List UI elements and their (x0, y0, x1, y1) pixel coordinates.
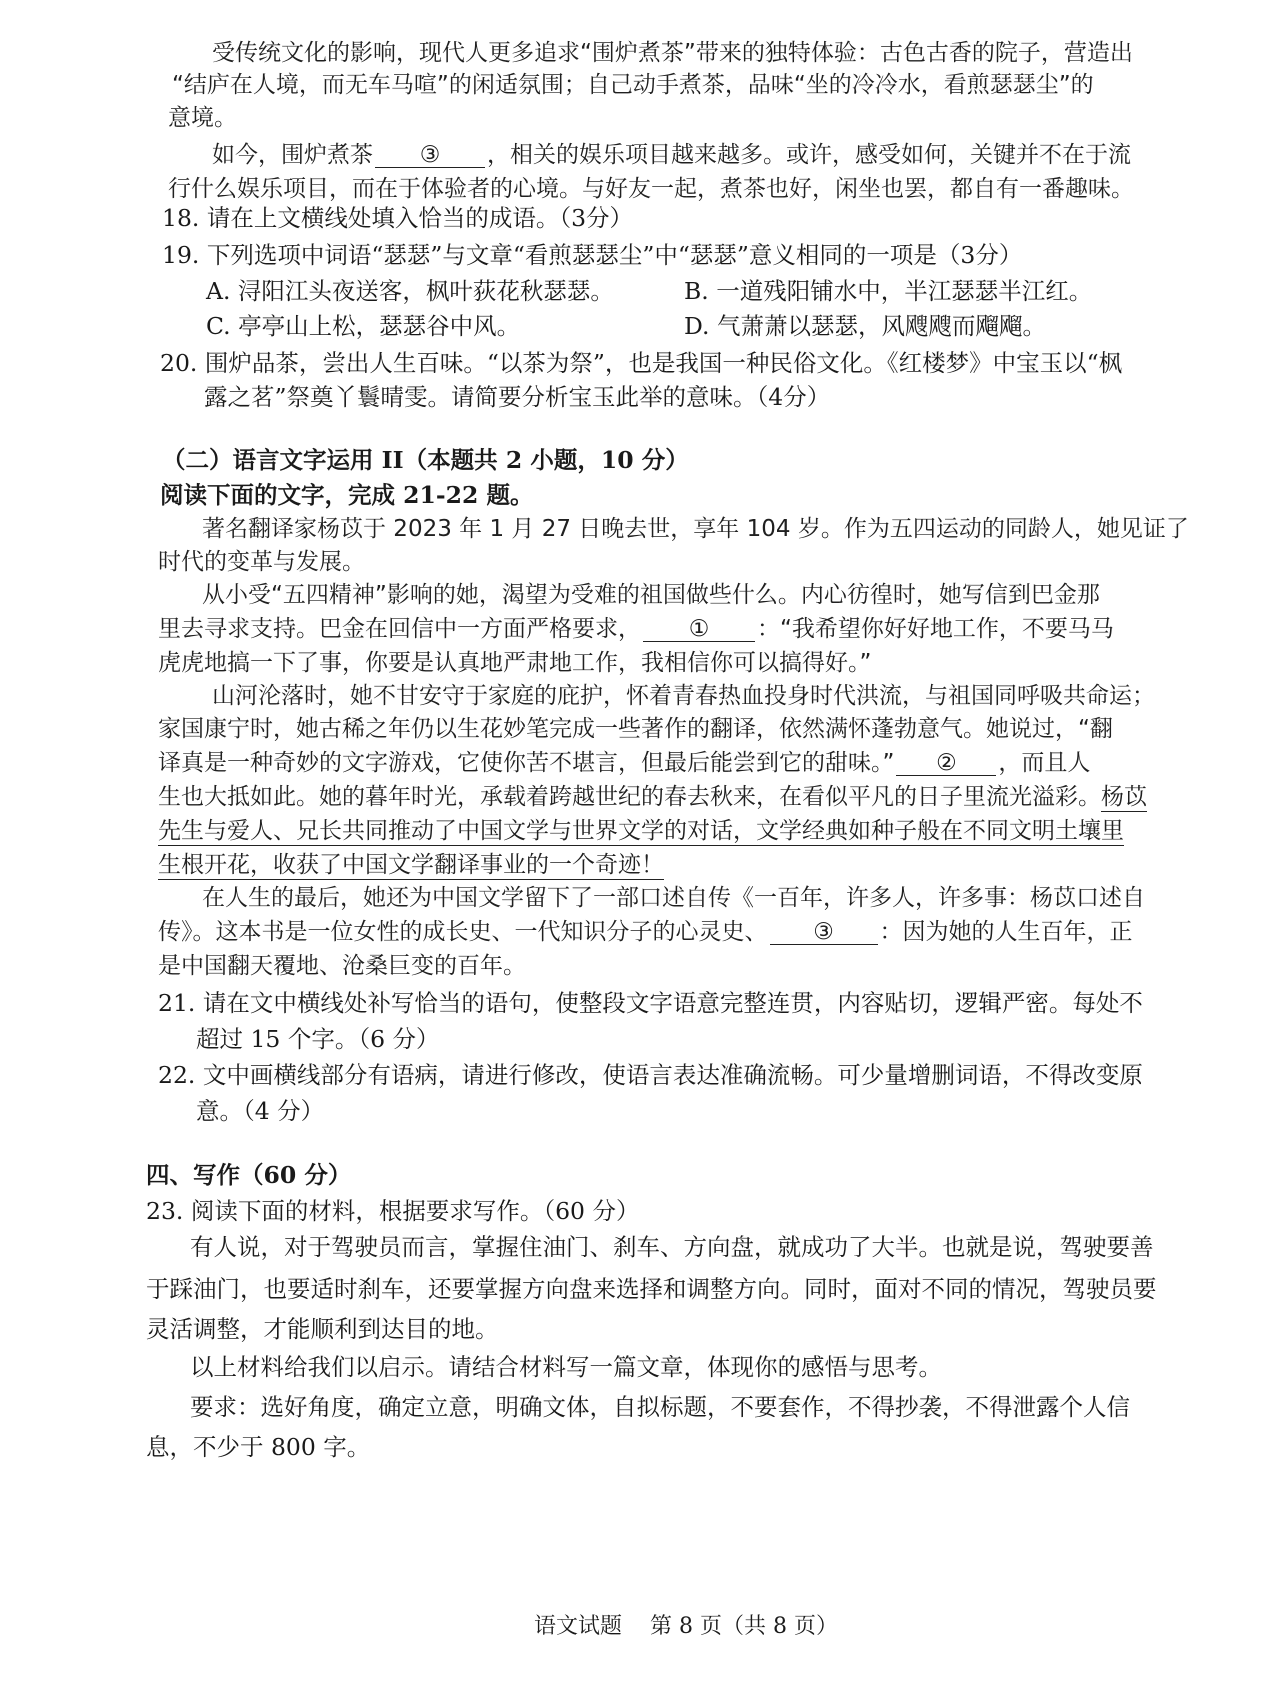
passage-line: 山河沦落时，她不甘安守于家庭的庇护，怀着青春热血投身时代洪流，与祖国同呼吸共命运； (212, 683, 1155, 709)
passage-text: ，而且人 (998, 750, 1091, 776)
requirement-line: 要求：选好角度，确定立意，明确文体，自拟标题，不要套作，不得抄袭，不得泄露个人信 (190, 1393, 1130, 1421)
question-18: 18. 请在上文横线处填入恰当的成语。（3分） (162, 204, 634, 232)
material-line: 灵活调整，才能顺利到达目的地。 (146, 1315, 499, 1343)
option-d: D. 气萧萧以瑟瑟，风飕飕而飗飗。 (684, 312, 1046, 340)
material-line: 于踩油门，也要适时刹车，还要掌握方向盘来选择和调整方向。同时，面对不同的情况，驾驶员要 (146, 1275, 1157, 1303)
question-22: 22. 文中画横线部分有语病，请进行修改，使语言表达准确流畅。可少量增删词语，不得改变原 (158, 1061, 1143, 1089)
passage-text: ：因为她的人生百年，正 (879, 919, 1133, 945)
passage-line: 是中国翻天覆地、沧桑巨变的百年。 (158, 953, 526, 979)
underlined-text: 收获了中国文学翻译事业的一个奇迹！ (273, 852, 664, 878)
page-footer (520, 1612, 852, 1642)
question-21: 21. 请在文中横线处补写恰当的语句，使整段文字语意完整连贯，内容贴切，逻辑严密。每处不 (158, 989, 1143, 1017)
passage-line: 著名翻译家杨苡于 2023 年 1 月 27 日晚去世，享年 104 岁。作为五四运动的同龄人，她见证了 (202, 516, 1189, 542)
underlined-text: 先生与爱人、兄长共同推动了中国文学与世界文学的对话，文学经典如种子般在不同文明土壤里 (158, 818, 1124, 844)
option-c: C. 亭亭山上松，瑟瑟谷中风。 (206, 312, 521, 340)
footer-subject: 语文试题 (534, 1614, 623, 1639)
material-line: 以上材料给我们以启示。请结合材料写一篇文章，体现你的感悟与思考。 (190, 1353, 942, 1381)
section-heading: 四、写作（60 分） (146, 1161, 352, 1189)
blank-3[interactable]: ③ (375, 143, 485, 168)
passage-line (158, 614, 1114, 644)
passage-line: 意境。 (168, 105, 237, 131)
question-23: 23. 阅读下面的材料，根据要求写作。（60 分） (146, 1197, 640, 1225)
blank-2[interactable]: ② (896, 751, 996, 776)
passage-text: 如今，围炉煮茶 (212, 142, 373, 168)
passage-line (158, 748, 1090, 778)
passage-text: ：“我希望你好好地工作，不要马马 (757, 616, 1114, 642)
passage-line: 行什么娱乐项目，而在于体验者的心境。与好友一起，煮茶也好，闲坐也罢，都自有一番趣味。 (168, 176, 1134, 202)
material-line: 有人说，对于驾驶员而言，掌握住油门、刹车、方向盘，就成功了大半。也就是说，驾驶要善 (190, 1233, 1154, 1261)
option-a: A. 浔阳江头夜送客，枫叶荻花秋瑟瑟。 (206, 277, 614, 305)
passage-line: 从小受“五四精神”影响的她，渴望为受难的祖国做些什么。内心彷徨时，她写信到巴金那 (202, 582, 1100, 608)
instruction: 阅读下面的文字，完成 21-22 题。 (160, 481, 534, 509)
underlined-text: 杨苡 (1101, 784, 1147, 810)
passage-text: ，相关的娱乐项目越来越多。或许，感受如何，关键并不在于流 (487, 142, 1131, 168)
question-21-cont: 超过 15 个字。（6 分） (196, 1025, 440, 1053)
passage-line (158, 782, 1147, 812)
passage-line (158, 850, 664, 880)
question-22-cont: 意。（4 分） (196, 1097, 325, 1125)
passage-line: 虎虎地搞一下了事，你要是认真地严肃地工作，我相信你可以搞得好。” (158, 650, 872, 676)
passage-line (212, 140, 1131, 170)
section-heading: （二）语言文字运用 II（本题共 2 小题，10 分） (162, 446, 689, 474)
passage-line: “结庐在人境，而无车马喧”的闲适氛围；自己动手煮茶，品味“坐的冷冷水，看煎瑟瑟尘”的 (172, 72, 1094, 98)
footer-page-number: 第 8 页（共 8 页） (650, 1614, 838, 1639)
passage-text: 生也大抵如此。她的暮年时光，承载着跨越世纪的春去秋来，在看似平凡的日子里流光溢彩。 (158, 784, 1101, 810)
passage-text: 里去寻求支持。巴金在回信中一方面严格要求， (158, 616, 641, 642)
underlined-text: 生根开花， (158, 852, 273, 878)
passage-text: 传》。这本书是一位女性的成长史、一代知识分子的心灵史、 (158, 919, 768, 945)
requirement-line: 息，不少于 800 字。 (146, 1433, 371, 1461)
question-20: 20. 围炉品茶，尝出人生百味。“以茶为祭”，也是我国一种民俗文化。《红楼梦》中宝玉以“枫 (160, 349, 1123, 377)
question-20-cont: 露之茗”祭奠丫鬟晴雯。请简要分析宝玉此举的意味。（4分） (204, 383, 831, 411)
passage-line: 受传统文化的影响，现代人更多追求“围炉煮茶”带来的独特体验：古色古香的院子，营造出 (212, 40, 1133, 66)
passage-line: 家国康宁时，她古稀之年仍以生花妙笔完成一些著作的翻译，依然满怀蓬勃意气。她说过，“翻 (158, 716, 1113, 742)
passage-line: 在人生的最后，她还为中国文学留下了一部口述自传《一百年，许多人，许多事：杨苡口述自 (202, 885, 1145, 911)
question-19: 19. 下列选项中词语“瑟瑟”与文章“看煎瑟瑟尘”中“瑟瑟”意义相同的一项是（3分） (162, 241, 1023, 269)
passage-line: 时代的变革与发展。 (158, 549, 365, 575)
passage-text: 译真是一种奇妙的文字游戏，它使你苦不堪言，但最后能尝到它的甜味。” (158, 750, 895, 776)
passage-line (158, 917, 1133, 947)
option-b: B. 一道残阳铺水中，半江瑟瑟半江红。 (684, 277, 1093, 305)
passage-line (158, 816, 1124, 846)
blank-1[interactable]: ① (643, 617, 755, 642)
blank-3b[interactable]: ③ (770, 920, 878, 945)
